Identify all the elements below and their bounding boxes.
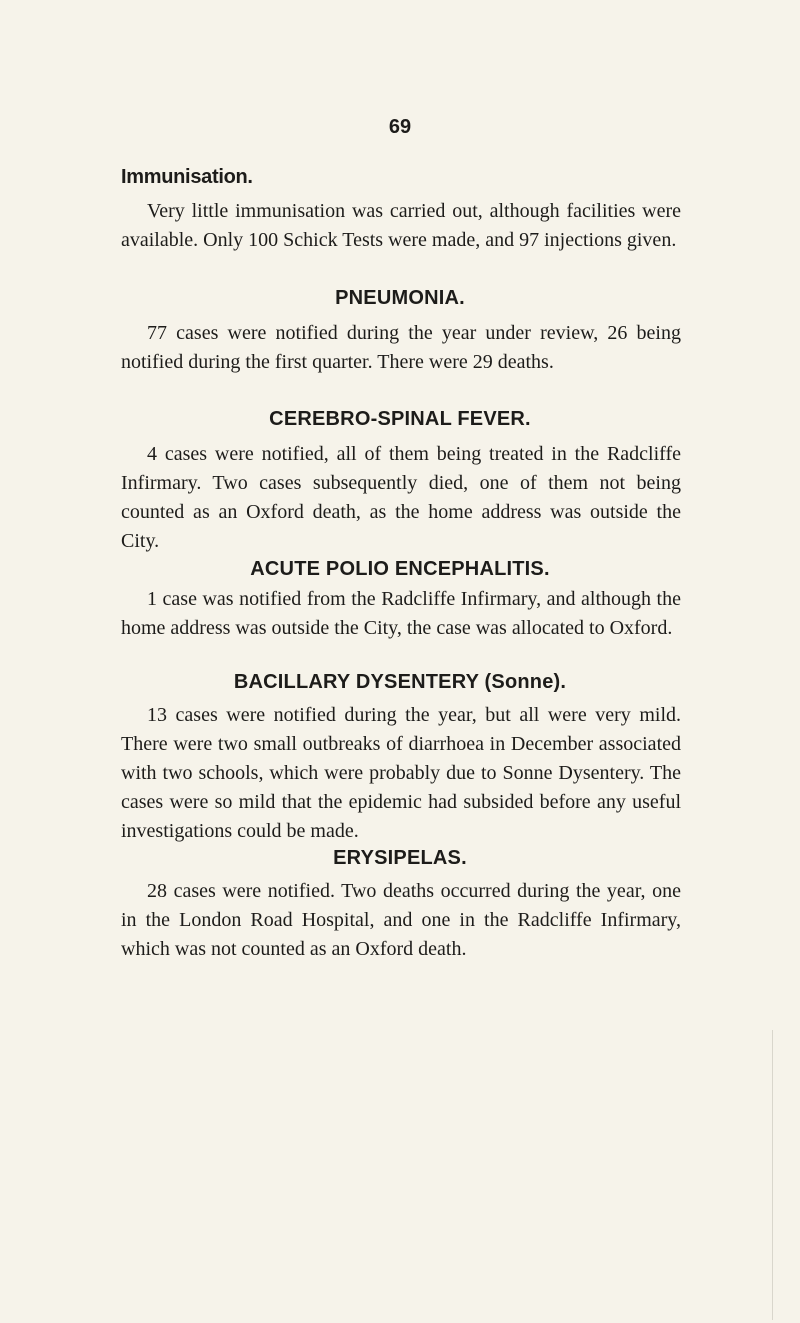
erysipelas-paragraph: 28 cases were notified. Two deaths occurred during the year, one in the London Road Hospital, and one in the Radcliffe Infirmary, which was not counted as an Oxford death. [121, 880, 681, 960]
page-number: 69 [388, 116, 412, 138]
cerebro-spinal-heading: CEREBRO-SPINAL FEVER. [269, 408, 531, 430]
margin-line [772, 1030, 773, 1320]
dysentery-heading: BACILLARY DYSENTERY (Sonne). [233, 671, 567, 693]
dysentery-paragraph: 13 cases were notified during the year, but all were very mild. There were two small outbreaks of diarrhoea in December associated with two schools, which were probably due to Sonne Dysentery. The cases were so mild that the epidemic had subsided before any useful investigations could be made. [121, 704, 681, 842]
immunisation-title: Immunisation. [121, 166, 253, 188]
erysipelas-heading: ERYSIPELAS. [333, 847, 467, 869]
cerebro-spinal-paragraph: 4 cases were notified, all of them being treated in the Radcliffe Infirmary. Two cases subsequently died, one of them not being counted as an Oxford death, as the home address was outside the City. [121, 443, 681, 552]
immunisation-paragraph: Very little immunisation was carried out, although facilities were available. Only 100 Schick Tests were made, and 97 injections given. [121, 200, 681, 251]
pneumonia-heading: PNEUMONIA. [335, 287, 465, 309]
polio-heading: ACUTE POLIO ENCEPHALITIS. [250, 558, 550, 580]
pneumonia-paragraph: 77 cases were notified during the year under review, 26 being notified during the first quarter. There were 29 deaths. [121, 322, 681, 373]
polio-paragraph: 1 case was notified from the Radcliffe Infirmary, and although the home address was outside the City, the case was allocated to Oxford. [121, 588, 681, 639]
